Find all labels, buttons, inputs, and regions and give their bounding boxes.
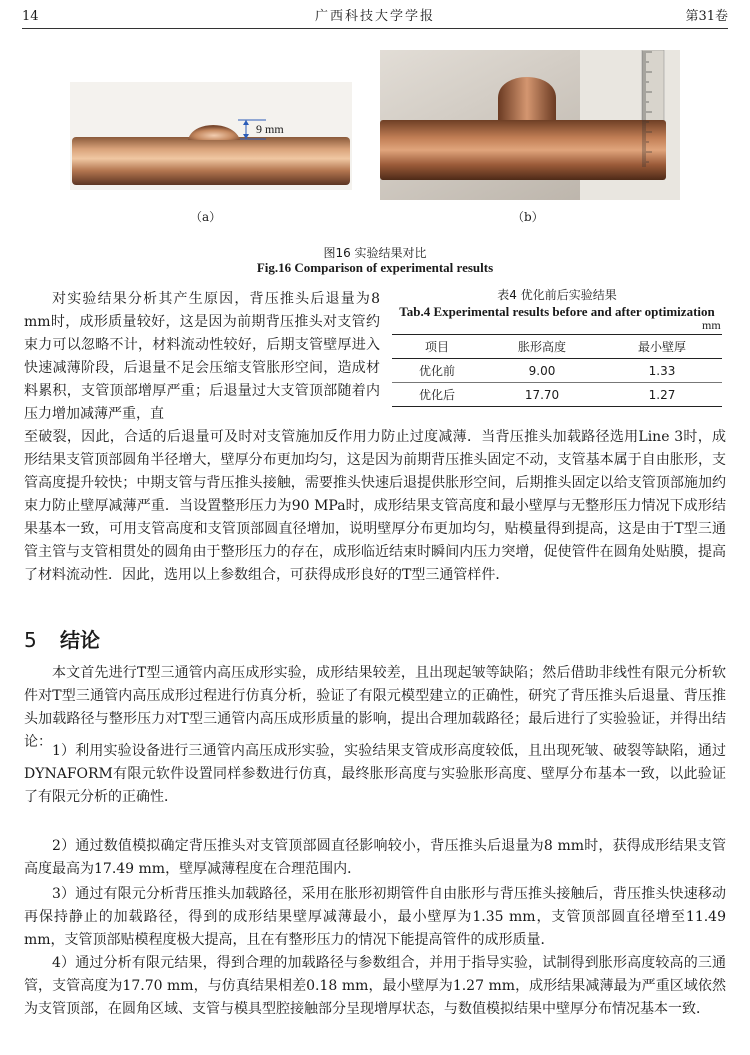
photo-b-tee-pipe-with-ruler bbox=[380, 50, 680, 200]
subfigure-a-label: （a） bbox=[190, 210, 222, 224]
figure-caption-zh: 图16 实验结果对比 bbox=[323, 246, 427, 260]
results-table bbox=[392, 334, 722, 407]
table-cell: 优化前 bbox=[392, 359, 482, 383]
conclusion-item-4: 4）通过分析有限元结果，得到合理的加载路径与参数组合，并用于指导实验，试制得到胀形高度较高的三通管，支管高度为17.70 mm，与仿真结果相差0.18 mm，最小壁厚为1.27 mm，成形结果减薄最为严重区域依然为支管顶部，在圆角区域、支管与模具型腔接触部分呈现增厚状态，与数值模拟结果中壁厚分布情况基本一致． bbox=[24, 955, 726, 1017]
dimension-label: 9 mm bbox=[256, 122, 284, 136]
body-paragraph-1: 对实验结果分析其产生原因，背压推头后退量为8 mm时，成形质量较好，这是因为前期背压推头对支管约束力可以忽略不计，材料流动性较好，后期支管壁厚进入快速减薄阶段，后退量不足会压缩支管胀形空间，造成材料累积，支管顶部增厚严重；后退量过大支管顶部随着内压力增加减薄严重，直 bbox=[24, 291, 380, 422]
photo-a-tee-pipe-small-bulge bbox=[70, 82, 352, 190]
conclusion-item-3: 3）通过有限元分析背压推头加载路径，采用在胀形初期管件自由胀形与背压推头接触后，背压推头快速移动再保持静止的加载路径，得到的成形结果壁厚减薄最小，最小壁厚为1.35 mm，支管顶部圆直径增至11.49 mm，支管顶部贴模程度极大提高，且在有整形压力的情况下能提高管件的成形质量． bbox=[24, 886, 726, 948]
journal-name: 广西科技大学学报 bbox=[314, 9, 435, 24]
section-heading bbox=[24, 624, 100, 653]
table-header-cell: 胀形高度 bbox=[517, 340, 566, 354]
figure-caption-en: Fig.16 Comparison of experimental results bbox=[256, 260, 494, 275]
conclusion-intro: 本文首先进行T型三通管内高压成形实验，成形结果较差，且出现起皱等缺陷；然后借助非线性有限元分析软件对T型三通管内高压成形过程进行仿真分析，验证了有限元模型建立的正确性，研究了背压推头后退量、背压推头加载路径与整形压力对T型三通管内高压成形质量的影响，提出合理加载路径；最后进行了实验验证，并得出结论： bbox=[24, 665, 726, 750]
subfigure-b-label: （b） bbox=[512, 210, 544, 224]
volume-label: 第31卷 bbox=[685, 9, 728, 24]
table-cell: 9.00 bbox=[482, 359, 602, 383]
ruler-ticks bbox=[380, 50, 680, 200]
table-cell: 1.33 bbox=[602, 359, 722, 383]
section-title: 结论 bbox=[60, 628, 100, 652]
table-title-zh: 表4 优化前后实验结果 bbox=[497, 288, 617, 302]
pipe-a-illustration bbox=[70, 82, 352, 190]
running-header bbox=[22, 6, 728, 29]
page-number: 14 bbox=[22, 9, 39, 24]
table-title-en: Tab.4 Experimental results before and after optimization bbox=[399, 304, 715, 319]
table-cell: 17.70 bbox=[524, 387, 560, 402]
conclusion-item-1: 1）利用实验设备进行三通管内高压成形实验，实验结果支管成形高度较低，且出现死皱、破裂等缺陷，通过DYNAFORM有限元软件设置同样参数进行仿真，最终胀形高度与实验胀形高度、壁厚分布基本一致，以此验证了有限元分析的正确性． bbox=[24, 743, 726, 805]
table-header-cell: 最小壁厚 bbox=[637, 340, 686, 354]
table-row bbox=[392, 383, 722, 407]
body-paragraph-2: 至破裂，因此，合适的后退量可及时对支管施加反作用力防止过度减薄．当背压推头加载路径选用Line 3时，成形结果支管顶部圆角半径增大，壁厚分布更加均匀，这是因为前期背压推头固定不动，支管基本属于自由胀形，支管高度提升较快；中期支管与背压推头接触，需要推头快速后退提供胀形空间，后期推头固定以给支管顶部施加约束力防止壁厚减薄严重．当设置整形压力为90 MPa时，成形结果支管高度和最小壁厚与无整形压力情况下成形结果基本一致，可用支管高度和支管顶部圆直径增加，说明壁厚分布更加均匀，贴模量得到提高，这是由于T型三通管主管与支管相贯处的圆角由于整形压力的存在，成形临近结束时瞬间内压力突增，促使管件在圆角处贴膜，提高了材料流动性．因此，选用以上参数组合，可获得成形良好的T型三通管样件． bbox=[24, 429, 726, 583]
conclusion-item-2: 2）通过数值模拟确定背压推头对支管顶部圆直径影响较小，背压推头后退量为8 mm时，获得成形结果支管高度最高为17.49 mm，壁厚减薄程度在合理范围内． bbox=[24, 838, 726, 877]
section-number: 5 bbox=[24, 628, 37, 652]
table-row bbox=[392, 359, 722, 383]
table-cell: 1.27 bbox=[648, 387, 676, 402]
table-header-cell: 项目 bbox=[424, 340, 449, 354]
table-header-row bbox=[392, 335, 722, 359]
table-cell: 优化后 bbox=[418, 388, 455, 402]
table-unit: mm bbox=[702, 318, 721, 332]
